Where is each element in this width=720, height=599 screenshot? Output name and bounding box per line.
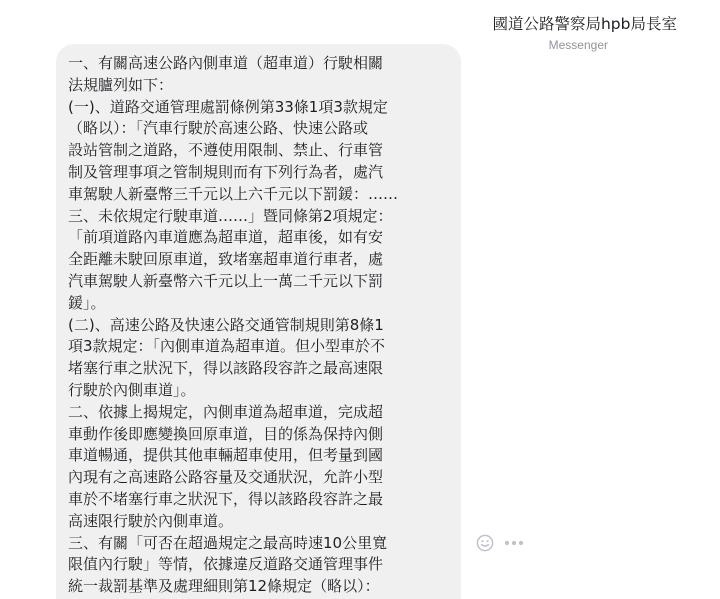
message-line: 限值內行駛」等情，依據違反道路交通管理事件 xyxy=(68,555,384,574)
message-line: 堵塞行車之狀況下，得以該路段容許之最高速限 xyxy=(68,359,384,378)
message-line: 行駛於內側車道」。 xyxy=(68,380,196,399)
message-line: 制及管理事項之管制規則而有下列行為者，處汽 xyxy=(68,162,384,181)
message-actions xyxy=(475,532,525,554)
message-line: 一、有關高速公路內側車道（超車道）行駛相關 xyxy=(68,54,384,72)
message-line: 高速限行駛於內側車道。 xyxy=(68,511,234,530)
react-smiley-icon[interactable] xyxy=(475,533,495,553)
message-line: （略以）：「汽車行駛於高速公路、快速公路或 xyxy=(68,119,369,138)
message-line: 統一裁罰基準及處理細則第12條規定（略以）： xyxy=(68,577,380,596)
message-line: (二)、高速公路及快速公路交通管制規則第8條1 xyxy=(68,315,384,334)
message-line: 汽車駕駛人新臺幣六千元以上一萬二千元以下罰 xyxy=(68,271,384,290)
more-dots-icon[interactable] xyxy=(503,533,525,553)
message-line: 全距離未駛回原車道，致堵塞超車道行車者，處 xyxy=(68,250,384,269)
message-line: 法規臚列如下： xyxy=(68,75,174,94)
message-line: 鍰」。 xyxy=(68,293,106,312)
message-line: 車道暢通，提供其他車輛超車使用，但考量到國 xyxy=(68,446,384,465)
message-line: 三、有關「可否在超過規定之最高時速10公里寬 xyxy=(68,533,388,552)
message-line: 「前項道路內車道應為超車道，超車後，如有安 xyxy=(68,228,384,247)
message-line: 項3款規定：「內側車道為超車道。但小型車於不 xyxy=(68,337,386,356)
message-line: 三、未依規定行駛車道……」暨同條第2項規定： xyxy=(68,206,393,225)
message-line: 設站管制之道路，不遵使用限制、禁止、行車管 xyxy=(68,141,384,160)
message-line: 二、依據上揭規定，內側車道為超車道，完成超 xyxy=(68,402,384,421)
message-line: 車於不堵塞行車之狀況下，得以該路段容許之最 xyxy=(68,489,384,508)
message-line: 車駕駛人新臺幣三千元以上六千元以下罰鍰：…… xyxy=(68,184,399,203)
message-line: (一)、道路交通管理處罰條例第33條1項3款規定 xyxy=(68,97,388,116)
message-line: 內現有之高速路公路容量及交通狀況，允許小型 xyxy=(68,468,384,487)
message-bubble[interactable] xyxy=(56,44,461,599)
conversation-subtitle: Messenger xyxy=(548,38,608,52)
conversation-title[interactable]: 國道公路警察局hpb局長室 xyxy=(492,15,677,33)
message-line: 車動作後即應變換回原車道，目的係為保持內側 xyxy=(68,424,384,443)
